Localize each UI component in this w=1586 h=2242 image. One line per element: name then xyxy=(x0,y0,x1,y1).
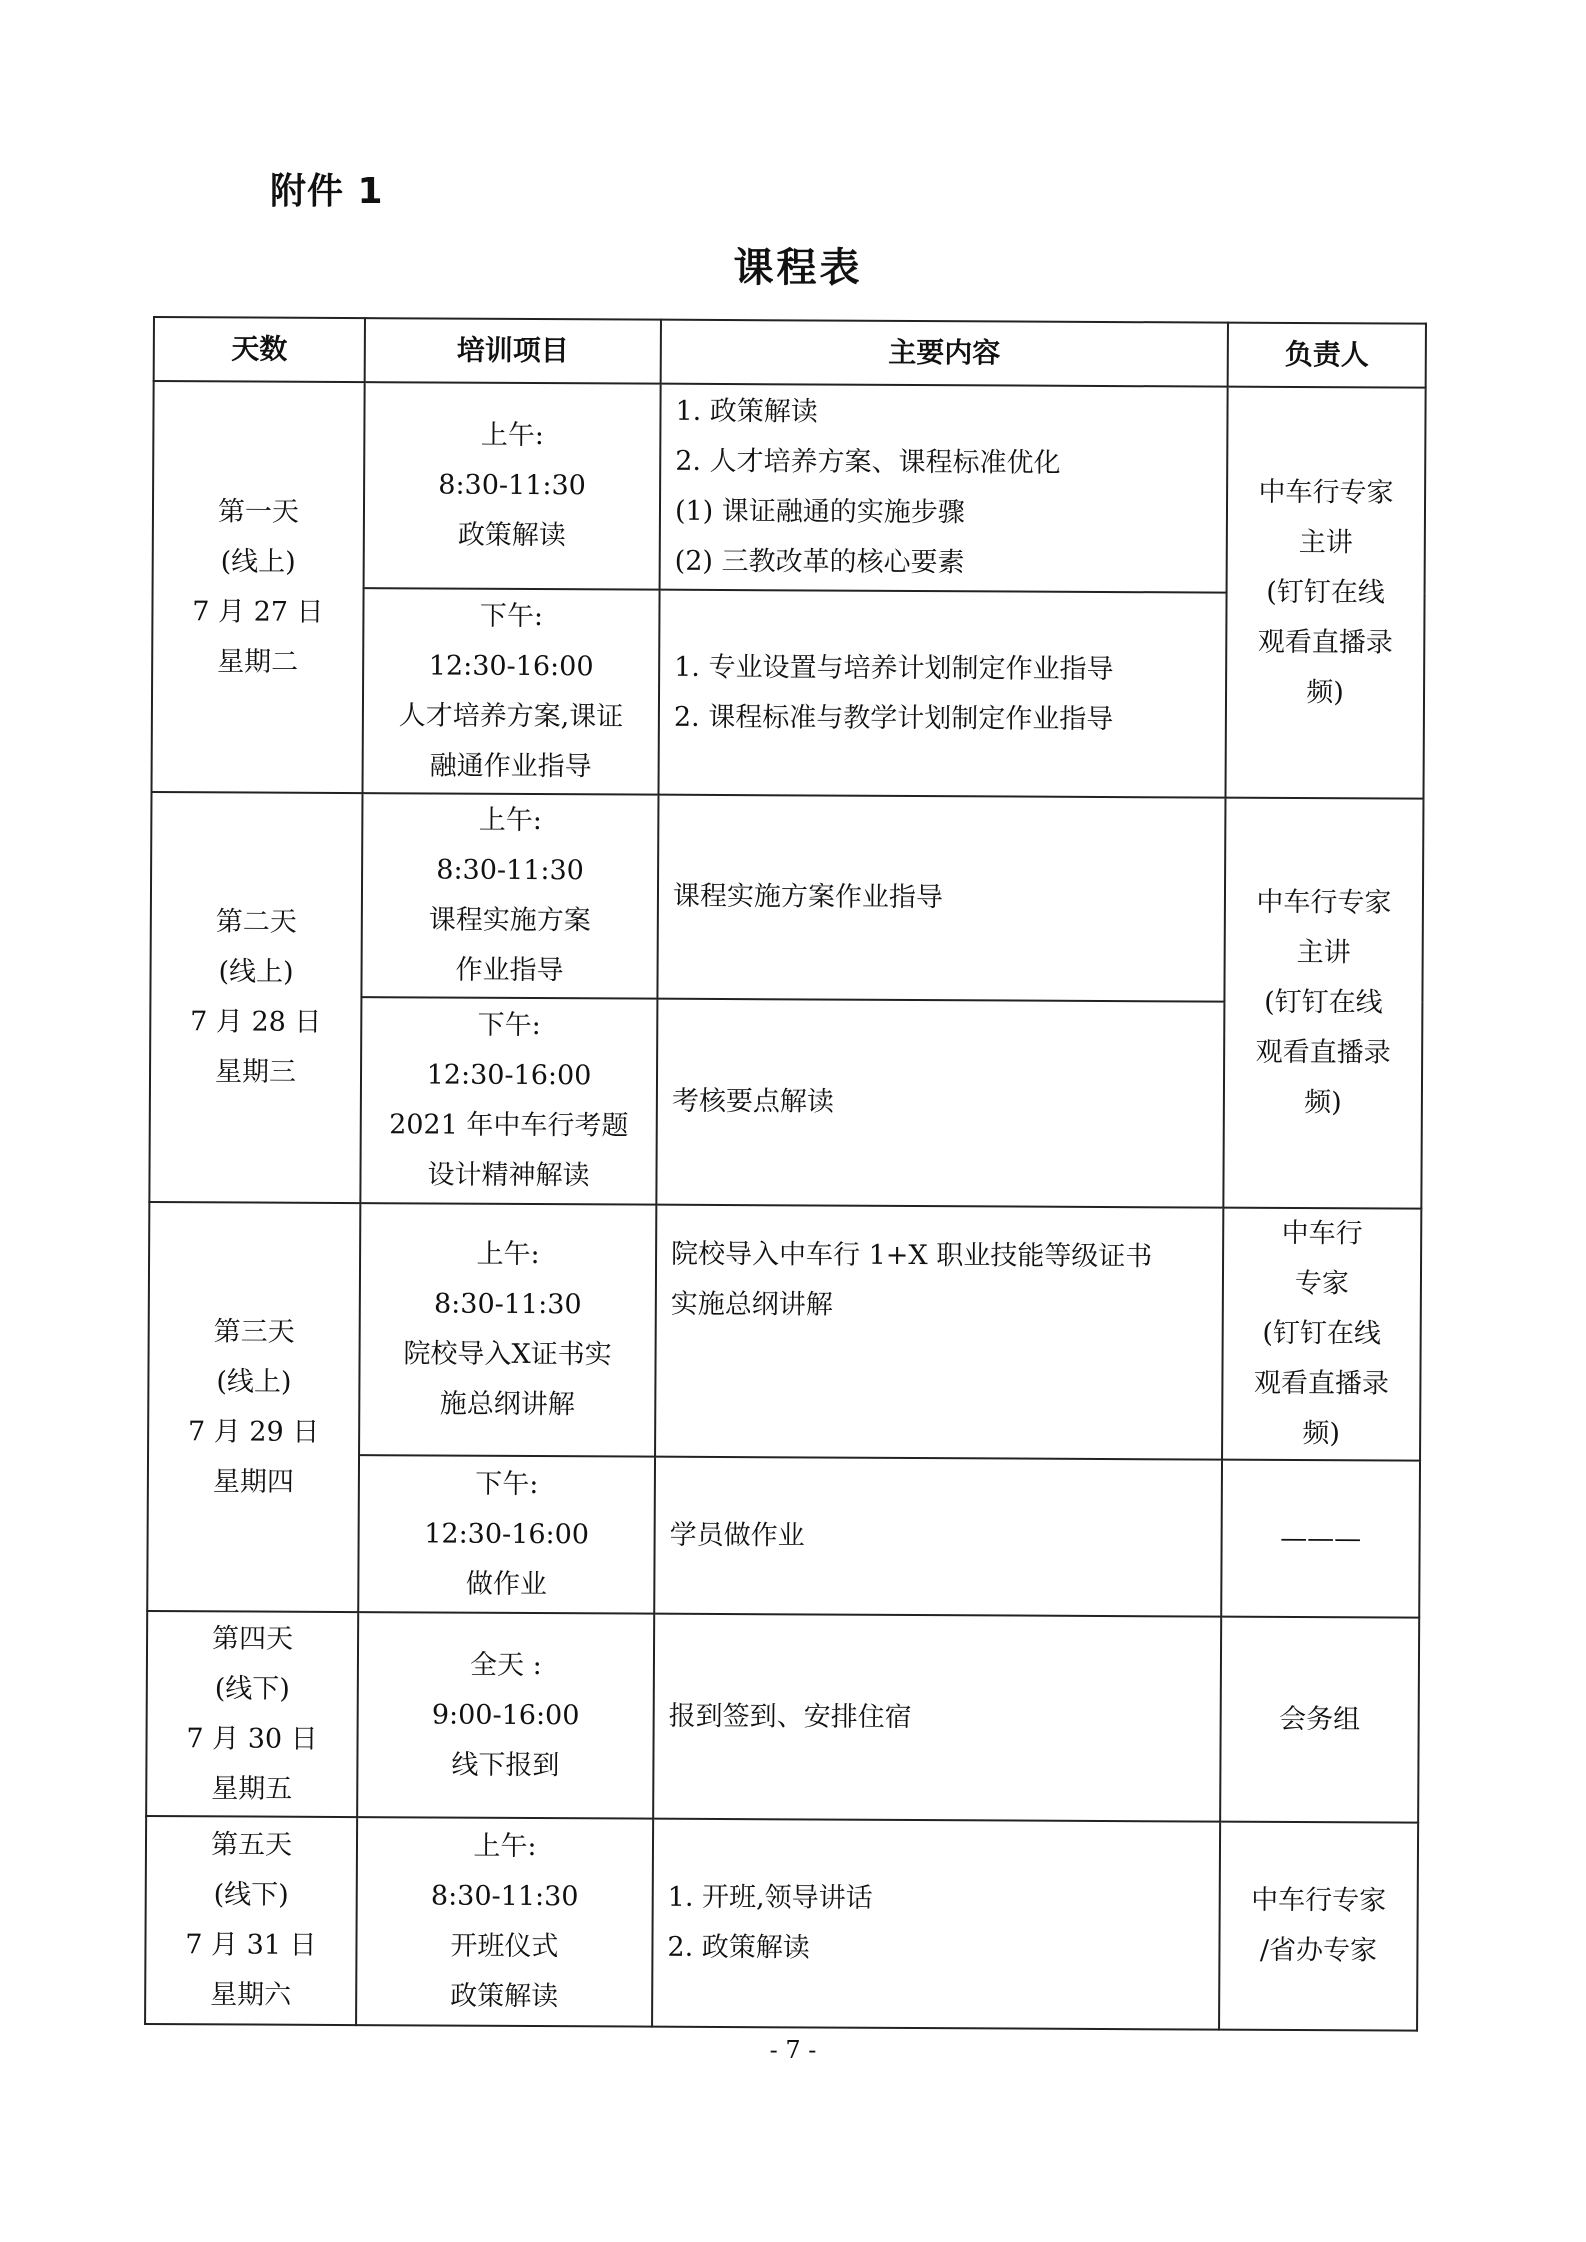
day-cell: 第一天 (线上) 7 月 27 日 星期二 xyxy=(152,381,365,793)
content-cell: 1. 政策解读 2. 人才培养方案、课程标准优化 (1) 课证融通的实施步骤 (2) 三教改革的核心要素 xyxy=(660,384,1228,593)
content-cell: 1. 开班,领导讲话 2. 政策解读 xyxy=(652,1819,1220,2030)
table-row xyxy=(148,1202,1421,1461)
content-cell: 报到签到、安排住宿 xyxy=(653,1614,1221,1822)
table-row xyxy=(153,381,1426,594)
day-cell: 第二天 (线上) 7 月 28 日 星期三 xyxy=(149,792,362,1203)
item-cell: 上午: 8:30-11:30 开班仪式 政策解读 xyxy=(356,1817,653,2027)
content-cell: 课程实施方案作业指导 xyxy=(657,795,1225,1002)
content-cell: 院校导入中车行 1+X 职业技能等级证书 实施总纲讲解 xyxy=(655,1205,1223,1460)
item-cell: 下午: 12:30-16:00 2021 年中车行考题 设计精神解读 xyxy=(360,997,657,1205)
page-title: 课程表 xyxy=(733,245,863,291)
header-days: 天数 xyxy=(154,317,365,382)
item-cell: 全天 : 9:00-16:00 线下报到 xyxy=(357,1612,654,1819)
header-content: 主要内容 xyxy=(661,320,1228,387)
content-cell: 1. 专业设置与培养计划制定作业指导 2. 课程标准与教学计划制定作业指导 xyxy=(659,590,1227,798)
content-cell: 考核要点解读 xyxy=(656,999,1224,1208)
table-row xyxy=(146,1611,1419,1823)
owner-cell: 会务组 xyxy=(1220,1617,1419,1823)
content-cell: 学员做作业 xyxy=(654,1457,1222,1617)
owner-cell: 中车行专家 /省办专家 xyxy=(1219,1822,1418,2031)
owner-cell: 中车行 专家 (钉钉在线 观看直播录 频) xyxy=(1222,1208,1421,1461)
owner-cell: ——— xyxy=(1221,1460,1420,1618)
day-cell: 第四天 (线下) 7 月 30 日 星期五 xyxy=(146,1611,358,1817)
item-cell: 上午: 8:30-11:30 政策解读 xyxy=(364,382,661,590)
day-cell: 第五天 (线下) 7 月 31 日 星期六 xyxy=(145,1816,357,2025)
item-cell: 下午: 12:30-16:00 人才培养方案,课证 融通作业指导 xyxy=(363,588,660,795)
table-header-row xyxy=(154,317,1426,388)
owner-cell: 中车行专家 主讲 (钉钉在线 观看直播录 频) xyxy=(1223,798,1423,1209)
header-owner: 负责人 xyxy=(1228,323,1426,388)
owner-cell: 中车行专家 主讲 (钉钉在线 观看直播录 频) xyxy=(1225,387,1425,799)
table-row xyxy=(150,792,1423,1003)
item-cell: 上午: 8:30-11:30 课程实施方案 作业指导 xyxy=(361,793,658,999)
item-cell: 下午: 12:30-16:00 做作业 xyxy=(358,1455,655,1614)
page-number: - 7 - xyxy=(769,2036,817,2064)
table-row xyxy=(145,1816,1418,2031)
attachment-label: 附件 1 xyxy=(270,171,384,212)
header-item: 培训项目 xyxy=(365,318,661,384)
day-cell: 第三天 (线上) 7 月 29 日 星期四 xyxy=(147,1202,360,1612)
schedule-table xyxy=(144,316,1427,2032)
item-cell: 上午: 8:30-11:30 院校导入X证书实 施总纲讲解 xyxy=(359,1203,656,1457)
